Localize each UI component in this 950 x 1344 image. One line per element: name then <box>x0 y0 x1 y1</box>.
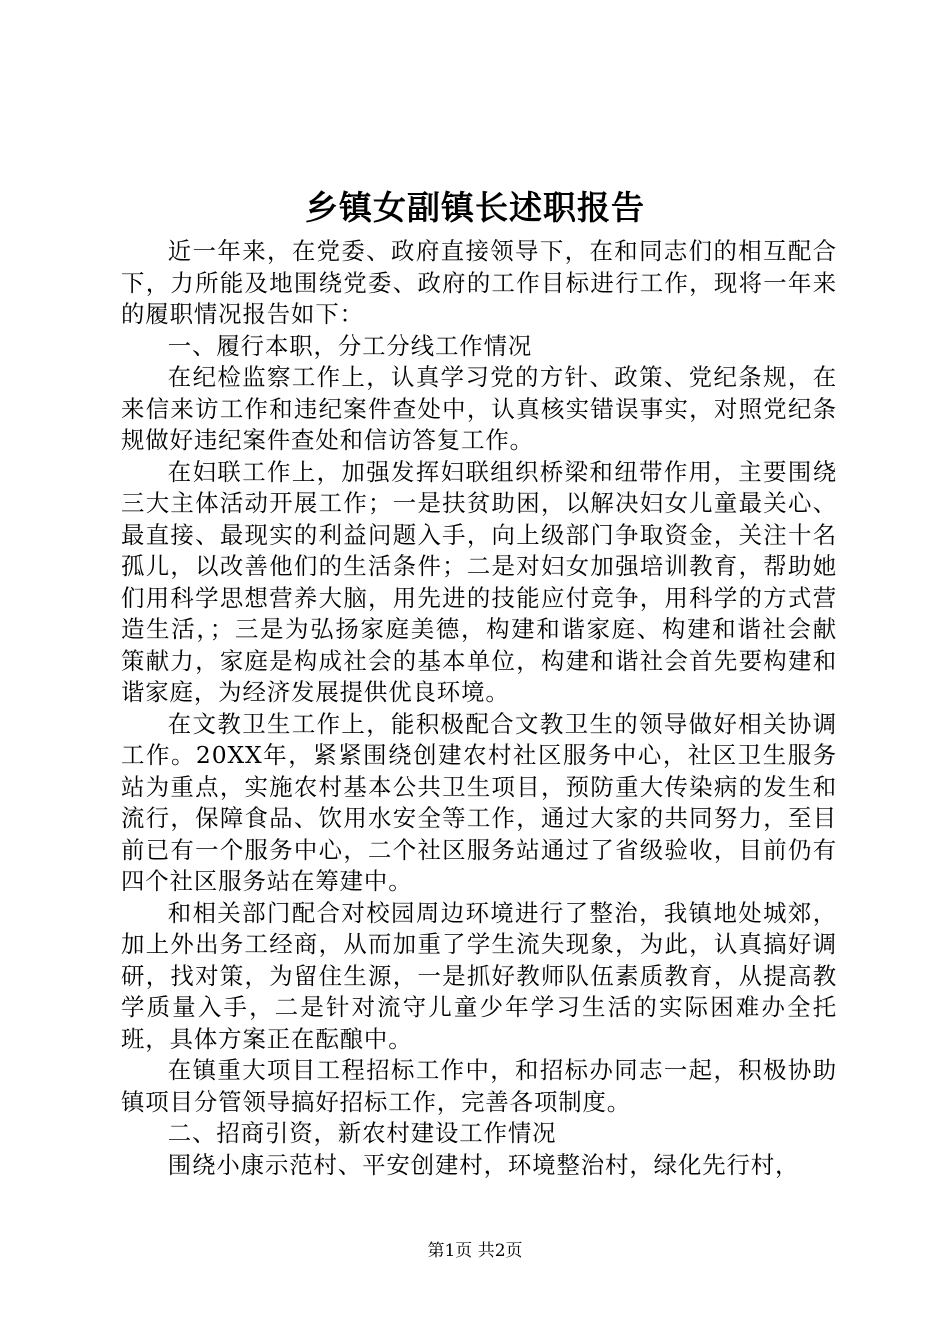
document-body <box>121 236 837 1181</box>
paragraph-bidding: 在镇重大项目工程招标工作中，和招标办同志一起，积极协助镇项目分管领导搞好招标工作，完善各项制度。 <box>121 1056 837 1116</box>
section-heading-1: 一、履行本职，分工分线工作情况 <box>167 331 533 360</box>
section-heading-2: 二、招商引资，新农村建设工作情况 <box>167 1119 557 1147</box>
paragraph-womens-federation: 在妇联工作上，加强发挥妇联组织桥梁和纽带作用，主要围绕三大主体活动开展工作；一是扶贫助困，以解决妇女儿童最关心、最直接、最现实的利益问题入手，向上级部门争取资金，关注十名孤儿，以改善他们的生活条件；二是对妇女加强培训教育，帮助她们用科学思想营养大脑，用先进的技能应付竞争，用科学的方式营造生活，；三是为弘扬家庭美德，构建和谐家庭、构建和谐社会献策献力，家庭是构成社会的基本单位，构建和谐社会首先要构建和谐家庭，为经济发展提供优良环境。 <box>121 457 837 706</box>
document-title: 乡镇女副镇长述职报告 <box>305 188 645 227</box>
paragraph-education-health: 在文教卫生工作上，能积极配合文教卫生的领导做好相关协调工作。20XX年，紧紧围绕创建农村社区服务中心，社区卫生服务站为重点，实施农村基本公共卫生项目，预防重大传染病的发生和流行，保障食品、饮用水安全等工作，通过大家的共同努力，至目前已有一个服务中心，二个社区服务站通过了省级验收，目前仍有四个社区服务站在筹建中。 <box>121 709 837 895</box>
page-footer: 第1页 共2页 <box>427 1241 523 1261</box>
paragraph-intro: 近一年来，在党委、政府直接领导下，在和同志们的相互配合下，力所能及地围绕党委、政府的工作目标进行工作，现将一年来的履职情况报告如下： <box>121 237 837 328</box>
paragraph-campus: 和相关部门配合对校园周边环境进行了整治，我镇地处城郊，加上外出务工经商，从而加重了学生流失现象，为此，认真搞好调研，找对策，为留住生源，一是抓好教师队伍素质教育，从提高教学质量入手，二是针对流守儿童少年学习生活的实际困难办全托班，具体方案正在酝酿中。 <box>121 898 837 1053</box>
paragraph-village: 围绕小康示范村、平安创建村，环境整治村，绿化先行村， <box>167 1150 800 1179</box>
paragraph-discipline: 在纪检监察工作上，认真学习党的方针、政策、党纪条规，在来信来访工作和违纪案件查处中，认真核实错误事实，对照党纪条规做好违纪案件查处和信访答复工作。 <box>121 363 837 454</box>
